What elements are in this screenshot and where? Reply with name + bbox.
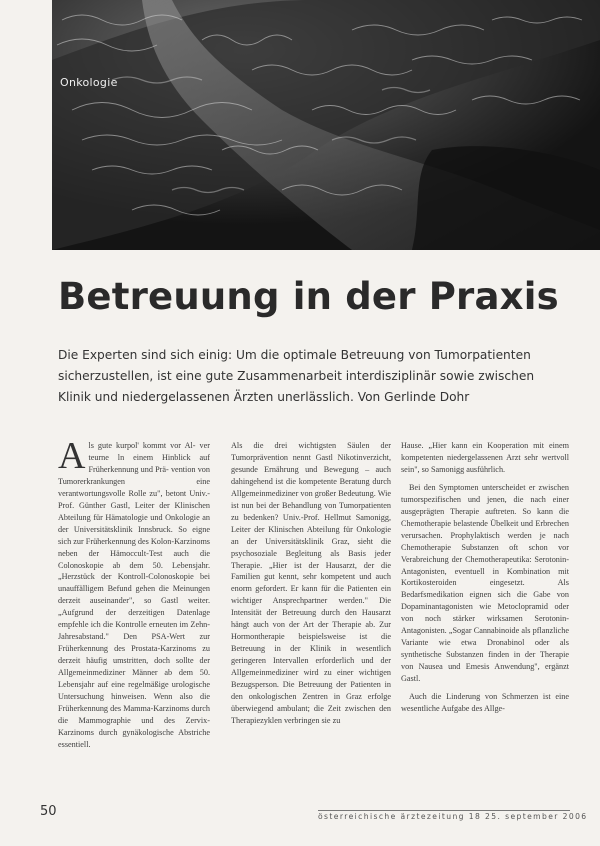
paragraph: Auch die Linderung von Schmerzen ist eine wesentliche Aufgabe des Allge- [401,692,569,714]
article-column-2 [231,440,391,727]
page-number: 50 [40,804,57,819]
footer-divider [318,810,570,811]
author-byline: Von Gerlinde Dohr [357,390,470,404]
article-column-1 [58,435,210,751]
article-lead [58,345,568,408]
paragraph: Als die drei wichtigsten Säulen der Tumorprävention nennt Gastl Nikotinverzicht, gesunde Ernährung und Bewegung – auch dahingehend ist die kompetente Beratung durch Allgemeinmediziner von großer Bedeutung. Wie ist nun bei der Behandlung von Tumorpatienten zu bedenken? Univ.-Prof. Hellmut Samonigg, Leiter der Klinischen Abteilung für Onkologie an der Universitätsklinik Graz, sieht die psychosoziale Begleitung als Basis jeder Therapie. „Hier ist der Hausarzt, der die Familien gut kennt, sehr kompetent und auch enorm gefordert. Er kann für die Patienten ein wichtiger Ansprechpartner werden." Die Intensität der Betreuung durch den Hausarzt hängt auch von der Art der Therapie ab. Zur Hormontherapie beispielsweise ist die Betreuung in der Klinik in wesentlich geringeren Intervallen erforderlich und der Allgemeinmediziner wird zu einer wichtigen Bezugsperson. Die Betreuung der Patienten in den onkologischen Zentren in Graz erfolge überwiegend ambulant; die Zeit zwischen den Therapiezyklen verbringen sie zu [231,441,391,725]
lead-text: Die Experten sind sich einig: Um die optimale Betreuung von Tumorpatienten sicherzustellen, ist eine gute Zusammenarbeit interdisziplinär sowie zwischen Klinik und niedergelassenen Ärzten unerlässlich. [58,348,535,404]
paragraph: Bei den Symptomen unterscheidet er zwischen tumorspezifischen und jenen, die nach einer ausgeprägten Therapie auftreten. So kann die Chemotherapie belastende Übelkeit und Erbrechen verursachen. Prophylaktisch werden je nach Chemotherapie Substanzen oft schon vor Verabreichung der Chemotherapeutika: Serotonin-Antagonisten, eventuell in Kombination mit Kortikosteroiden eingesetzt. Als Bedarfsmedikation eignen sich die Gabe von Dopaminantagonisten wie Metoclopramid oder von noch stärker wirksamen Serotonin-Antagonisten. „Sogar Cannabinoide als pflanzliche Variante wie etwa Dronabinol oder als synthetische Substanzen finden in der Therapie von Nausea und Emesis Anwendung", ergänzt Gastl. [401,482,569,684]
article-headline: Betreuung in der Praxis [58,275,559,318]
publication-footer: österreichische ärztezeitung 18 25. september 2006 [318,812,588,821]
article-column-3 [401,440,569,715]
section-label: Onkologie [60,76,118,89]
paragraph-text: ls gute kurpol' kommt vor Al- ver teurne ln einem Hinblick auf Früherkennung und Prä- vention von Tumorerkrankungen eine verantwortungsvolle Rolle zu", betont Univ.-Prof. Günther Gastl, Leiter der Klinischen Abteilung für Hämatologie und Onkologie an der Universitätsklinik Innsbruck. So eigne sich zur Früherkennung des Kolon-Karzinoms neben der Hämoccult-Test auch die Colonoskopie ab dem 50. Lebensjahr. „Herzstück der Kontroll-Colonoskopie bei unauffälligem Befund gehen die Meinungen derzeit auseinander", so Gastl weiter. „Aufgrund der derzeitigen Datenlage empfehle ich die Kontrolle erneuten im Zehn-Jahresabstand." Den PSA-Wert zur Früherkennung des Prostata-Karzinoms zu derzeit häufig umstritten, doch sollte der Allgemeinmediziner Männer ab dem 50. Lebensjahr auf eine regelmäßige urologische Untersuchung hinweisen. Wenn also die Früherkennung des Mamma-Karzinoms durch die Mammographie und des Zervix-Karzinoms durch gynäkologische Abstriche essentiell. [58,441,210,749]
drop-cap: A [58,435,86,477]
paragraph [58,435,210,751]
paragraph: Hause. „Hier kann ein Kooperation mit einem kompetenten niedergelassenen Arzt sehr wertvoll sein", so Samonigg ausführlich. [401,441,569,474]
rock-texture-image [52,0,600,250]
header-photo [52,0,600,250]
